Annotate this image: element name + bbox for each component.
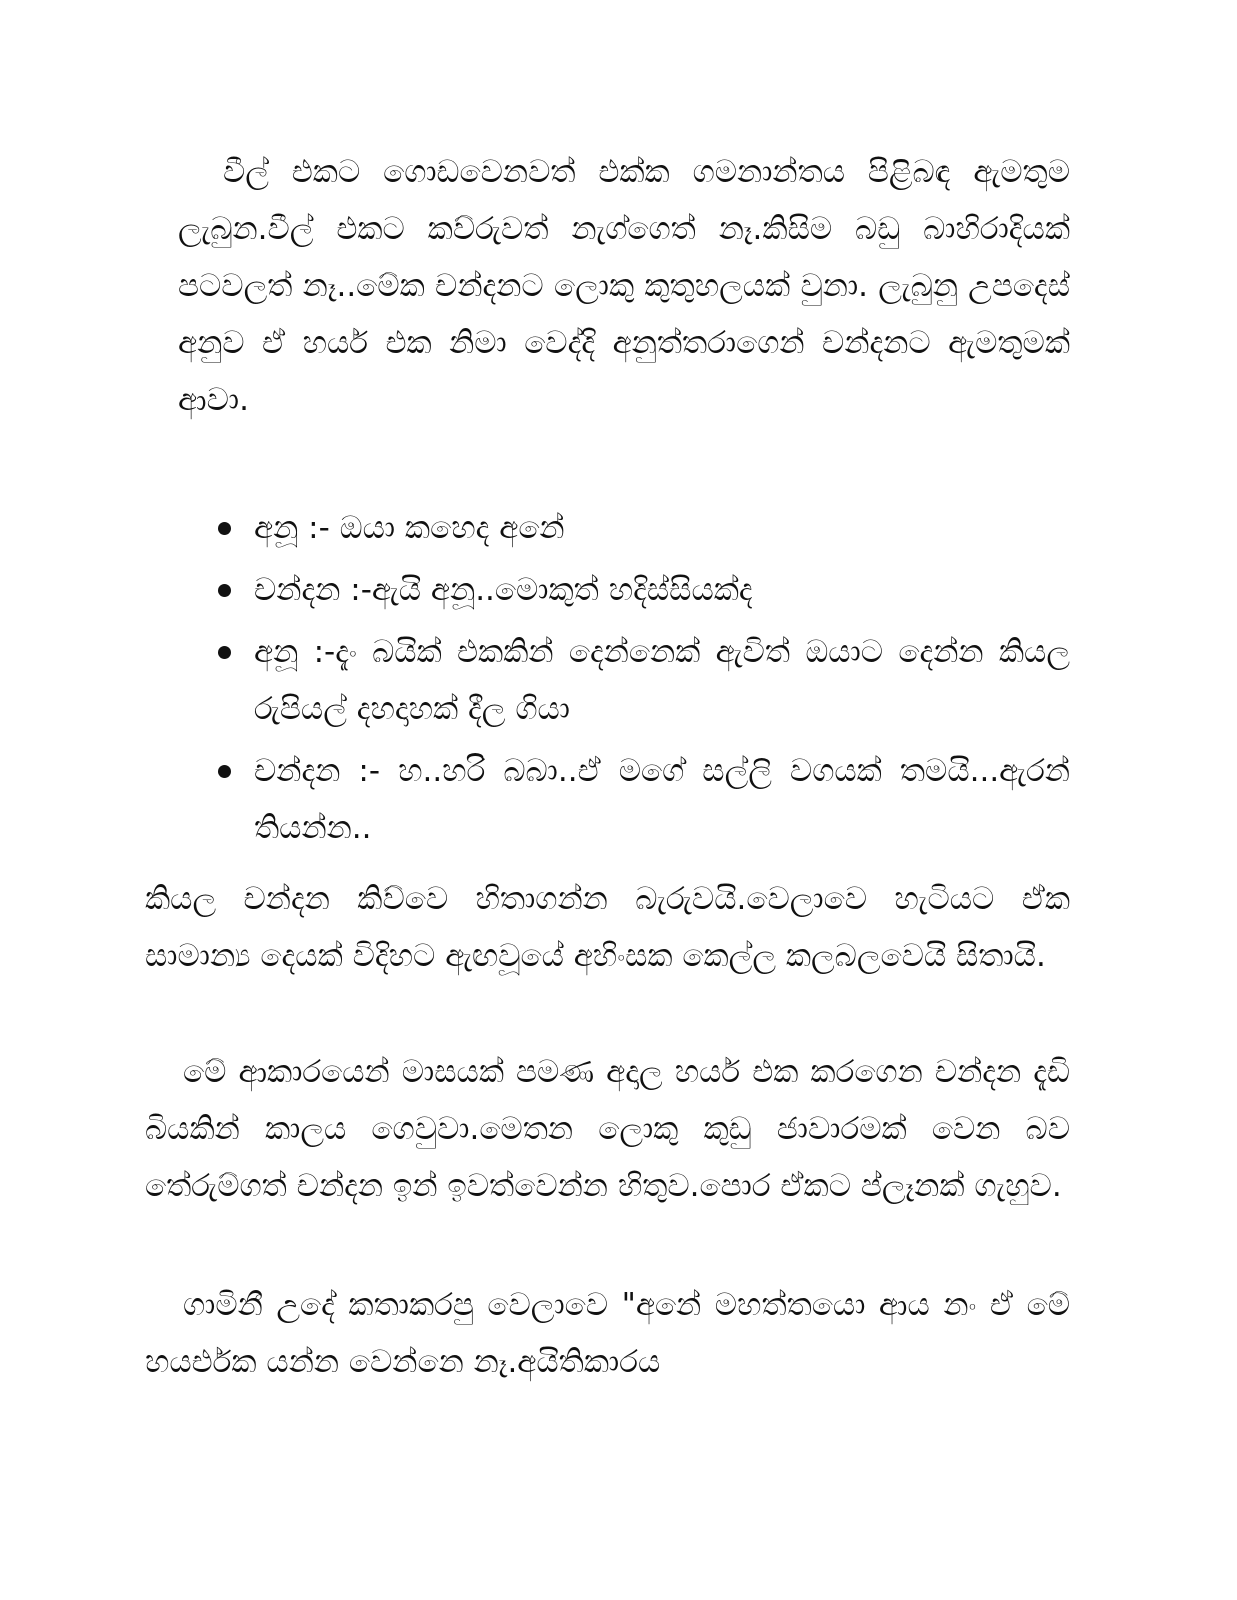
bullet-dot-icon (218, 584, 231, 597)
paragraph-gamini: ගාමිනී උදේ කතාකරපු වෙලාවෙ "අනේ මහත්තයො ආය නං ඒ මේ හයර්එක යන්න වෙන්නෙ නෑ.අයිතිකාරය (145, 1287, 1070, 1380)
dialogue-text: අනූ :-දැං බයික් එකකින් දෙන්නෙක් ඇවිත් ඔයාට දෙන්න කියල රුපියල් දහදාහක් දීල ගියා (254, 634, 1070, 727)
bullet-dot-icon (218, 522, 231, 535)
paragraph-month: මේ ආකාරයෙන් මාසයක් පමණ අදාල හයර් එක කරගෙන චන්දන දැඩි බියකින් කාලය ගෙවුවා.මෙතන ලොකු කුඩු ජාවාරමක් වෙන බව තේරුම්ගත් චන්දන ඉන් ඉවත්වෙන්න හිතුව.පොර ඒකට ප්ලෑනක් ගැහුව. (145, 1054, 1070, 1204)
paragraph-intro: වීල් එකට ගොඩවෙනවත් එක්ක ගමනාන්තය පිළිබඳ ඇමතුම ලැබුන.වීල් එකට කව්රුවත් නැග්ගෙත් නෑ.කිසිම බඩු බාහිරාදියක් පටවලත් නෑ..මේක චන්දනට ලොකු කුතුහලයක් වුනා. ලැබුනු උපදෙස් අනුව ඒ හයර් එක නිමා වෙද්දි අනුත්තරාගෙන් චන්දනට ඇමතුමක් ආවා. (178, 154, 1070, 418)
bullet-dot-icon (218, 765, 231, 778)
dialogue-item (210, 624, 1070, 738)
dialogue-item (210, 500, 1070, 557)
dialogue-item (210, 562, 1070, 619)
dialogue-item (210, 743, 1070, 857)
paragraph-after-dialogue: කියල චන්දන කිව්වෙ හිතාගන්න බැරුවයි.වෙලාවෙ හැටියට ඒක සාමාන්‍ය දෙයක් විදිහට ඇඟවූයේ අහිංසක කෙල්ල කලබලවෙයි සිතායි. (145, 881, 1070, 974)
dialogue-text: අනූ :- ඔයා කහෙද අනේ (254, 510, 565, 546)
dialogue-list (210, 500, 1070, 862)
dialogue-text: චන්දන :- හ..හරි බබා..ඒ මගේ සල්ලි වගයක් තමයි...ඇරන් තියන්න.. (254, 753, 1070, 846)
dialogue-text: චන්දන :-ඇයි අනූ..මොකුත් හදිස්සියක්ද (254, 572, 753, 608)
bullet-dot-icon (218, 646, 231, 659)
